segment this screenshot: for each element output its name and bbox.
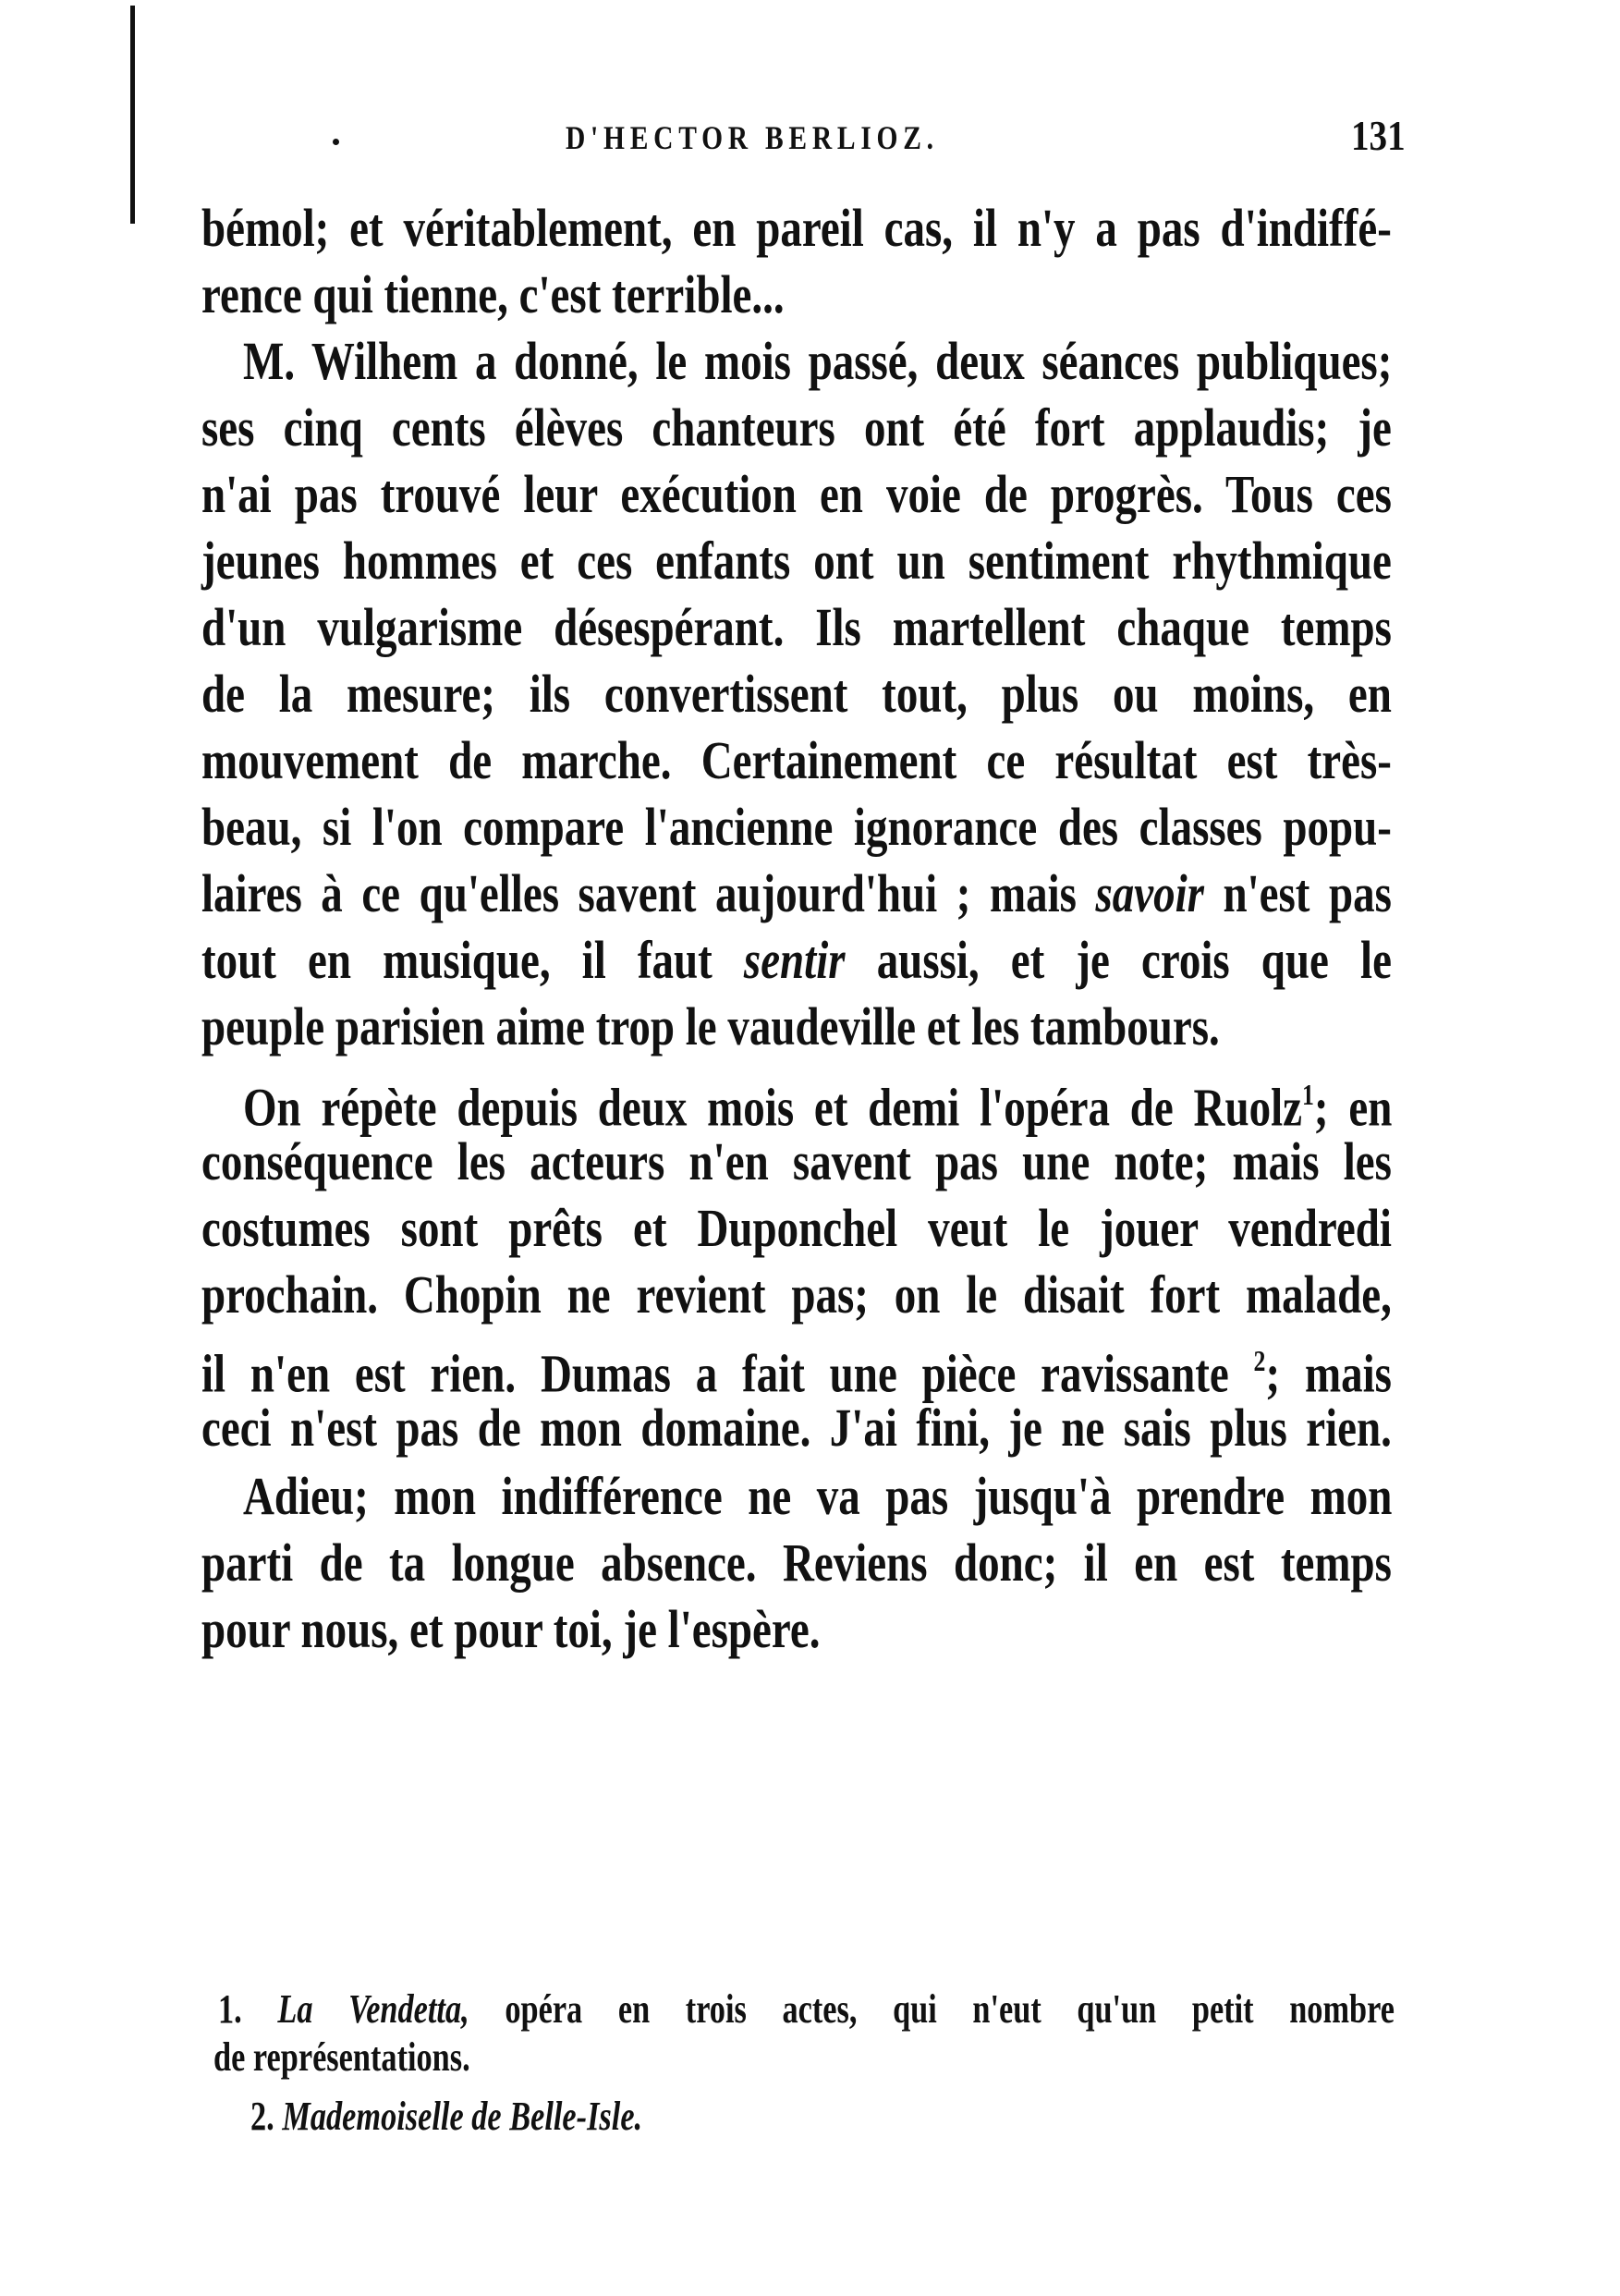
body-line-text: rence qui tienne, c'est terrible... (201, 264, 785, 324)
footnote-number: 1. (218, 1986, 242, 2032)
body-line-text (201, 927, 1392, 994)
footnote-1-line (218, 1984, 1395, 2035)
body-line (243, 328, 1392, 395)
body-line (201, 794, 1392, 861)
body-line (201, 195, 1392, 262)
footnote-ref-1[interactable]: 1 (1302, 1079, 1314, 1111)
footnote-number: 2. (250, 2094, 274, 2139)
footnote-ref-2[interactable]: 2 (1253, 1345, 1266, 1377)
body-line-text: conséquence les acteurs n'en savent pas une note; mais les (201, 1131, 1392, 1191)
footnote-2-line (250, 2091, 642, 2143)
footnote-title: Mademoiselle de Belle-Isle. (282, 2094, 643, 2139)
body-line (201, 395, 1392, 461)
body-line-text: Adieu; mon indifférence ne va pas jusqu'à prendre mon (243, 1466, 1393, 1526)
body-line (201, 1195, 1392, 1262)
body-line (201, 528, 1392, 594)
body-line (201, 661, 1392, 727)
text-run: il n'en est rien. Dumas a fait une pièce ravissante (201, 1343, 1229, 1404)
text-run: On répète depuis deux mois et demi l'opéra de Ruolz (243, 1077, 1303, 1138)
body-line (201, 1596, 1392, 1663)
text-run: aussi, et je crois que le (876, 930, 1392, 990)
body-line (201, 1395, 1392, 1461)
body-line-text: peuple parisien aime trop le vaudeville et les tambours. (201, 996, 1220, 1056)
body-line (243, 1463, 1392, 1530)
body-line (201, 727, 1392, 794)
text-run: ; mais (1265, 1343, 1392, 1404)
body-line (201, 1530, 1392, 1596)
footnote-title: La Vendetta, (277, 1986, 469, 2032)
body-line (201, 1328, 1392, 1404)
text-run: tout en musique, il faut (201, 930, 713, 990)
body-line-text: d'un vulgarisme désespérant. Ils martellent chaque temps (201, 597, 1392, 657)
body-line-text: prochain. Chopin ne revient pas; on le disait fort malade, (201, 1264, 1392, 1325)
body-line (201, 1129, 1392, 1195)
body-line-text (201, 861, 1392, 927)
page-number: 131 (1351, 112, 1406, 159)
footnote-text: opéra en trois actes, qui n'eut qu'un petit nombre (505, 1986, 1395, 2032)
body-line-text: parti de ta longue absence. Reviens donc; il en est temps (201, 1533, 1392, 1593)
emphasis-sentir: sentir (743, 930, 846, 990)
scan-margin-rule (130, 6, 135, 224)
body-line (201, 994, 1392, 1060)
body-line (201, 1262, 1392, 1328)
body-line-text: n'ai pas trouvé leur exécution en voie de progrès. Tous ces (201, 464, 1392, 524)
body-line (201, 927, 1392, 994)
body-line-text: de la mesure; ils convertissent tout, plus ou moins, en (201, 664, 1392, 724)
body-line-text: mouvement de marche. Certainement ce résultat est très- (201, 730, 1392, 790)
body-line (201, 461, 1392, 528)
body-line-text: jeunes hommes et ces enfants ont un sentiment rhythmique (201, 531, 1392, 591)
body-line-text: bémol; et véritablement, en pareil cas, il n'y a pas d'indiffé- (201, 198, 1392, 258)
body-line (243, 1062, 1393, 1138)
text-run: ; en (1313, 1077, 1393, 1138)
body-line (201, 262, 1392, 328)
body-line-text: costumes sont prêts et Duponchel veut le jouer vendredi (201, 1198, 1392, 1258)
emphasis-savoir: savoir (1095, 863, 1204, 923)
body-line-text: ses cinq cents élèves chanteurs ont été fort applaudis; je (201, 397, 1392, 458)
footnote-1 (218, 1984, 1395, 2035)
body-line-text: M. Wilhem a donné, le mois passé, deux séances publiques; (243, 331, 1393, 391)
text-run: laires à ce qu'elles savent aujourd'hui ; mais (201, 863, 1077, 923)
body-line-text: pour nous, et pour toi, je l'espère. (201, 1599, 821, 1659)
footnote-text: de représentations. (213, 2034, 470, 2080)
body-line (201, 594, 1392, 661)
header-dot (333, 139, 339, 145)
running-title: D'HECTOR BERLIOZ. (566, 119, 939, 156)
text-run: n'est pas (1223, 863, 1392, 923)
body-line (201, 861, 1392, 927)
footnote-2 (250, 2091, 753, 2143)
body-line-text: ceci n'est pas de mon domaine. J'ai fini, je ne sais plus rien. (201, 1398, 1392, 1458)
footnote-1-continuation (213, 2032, 542, 2083)
body-line-text: beau, si l'on compare l'ancienne ignorance des classes popu- (201, 797, 1392, 857)
